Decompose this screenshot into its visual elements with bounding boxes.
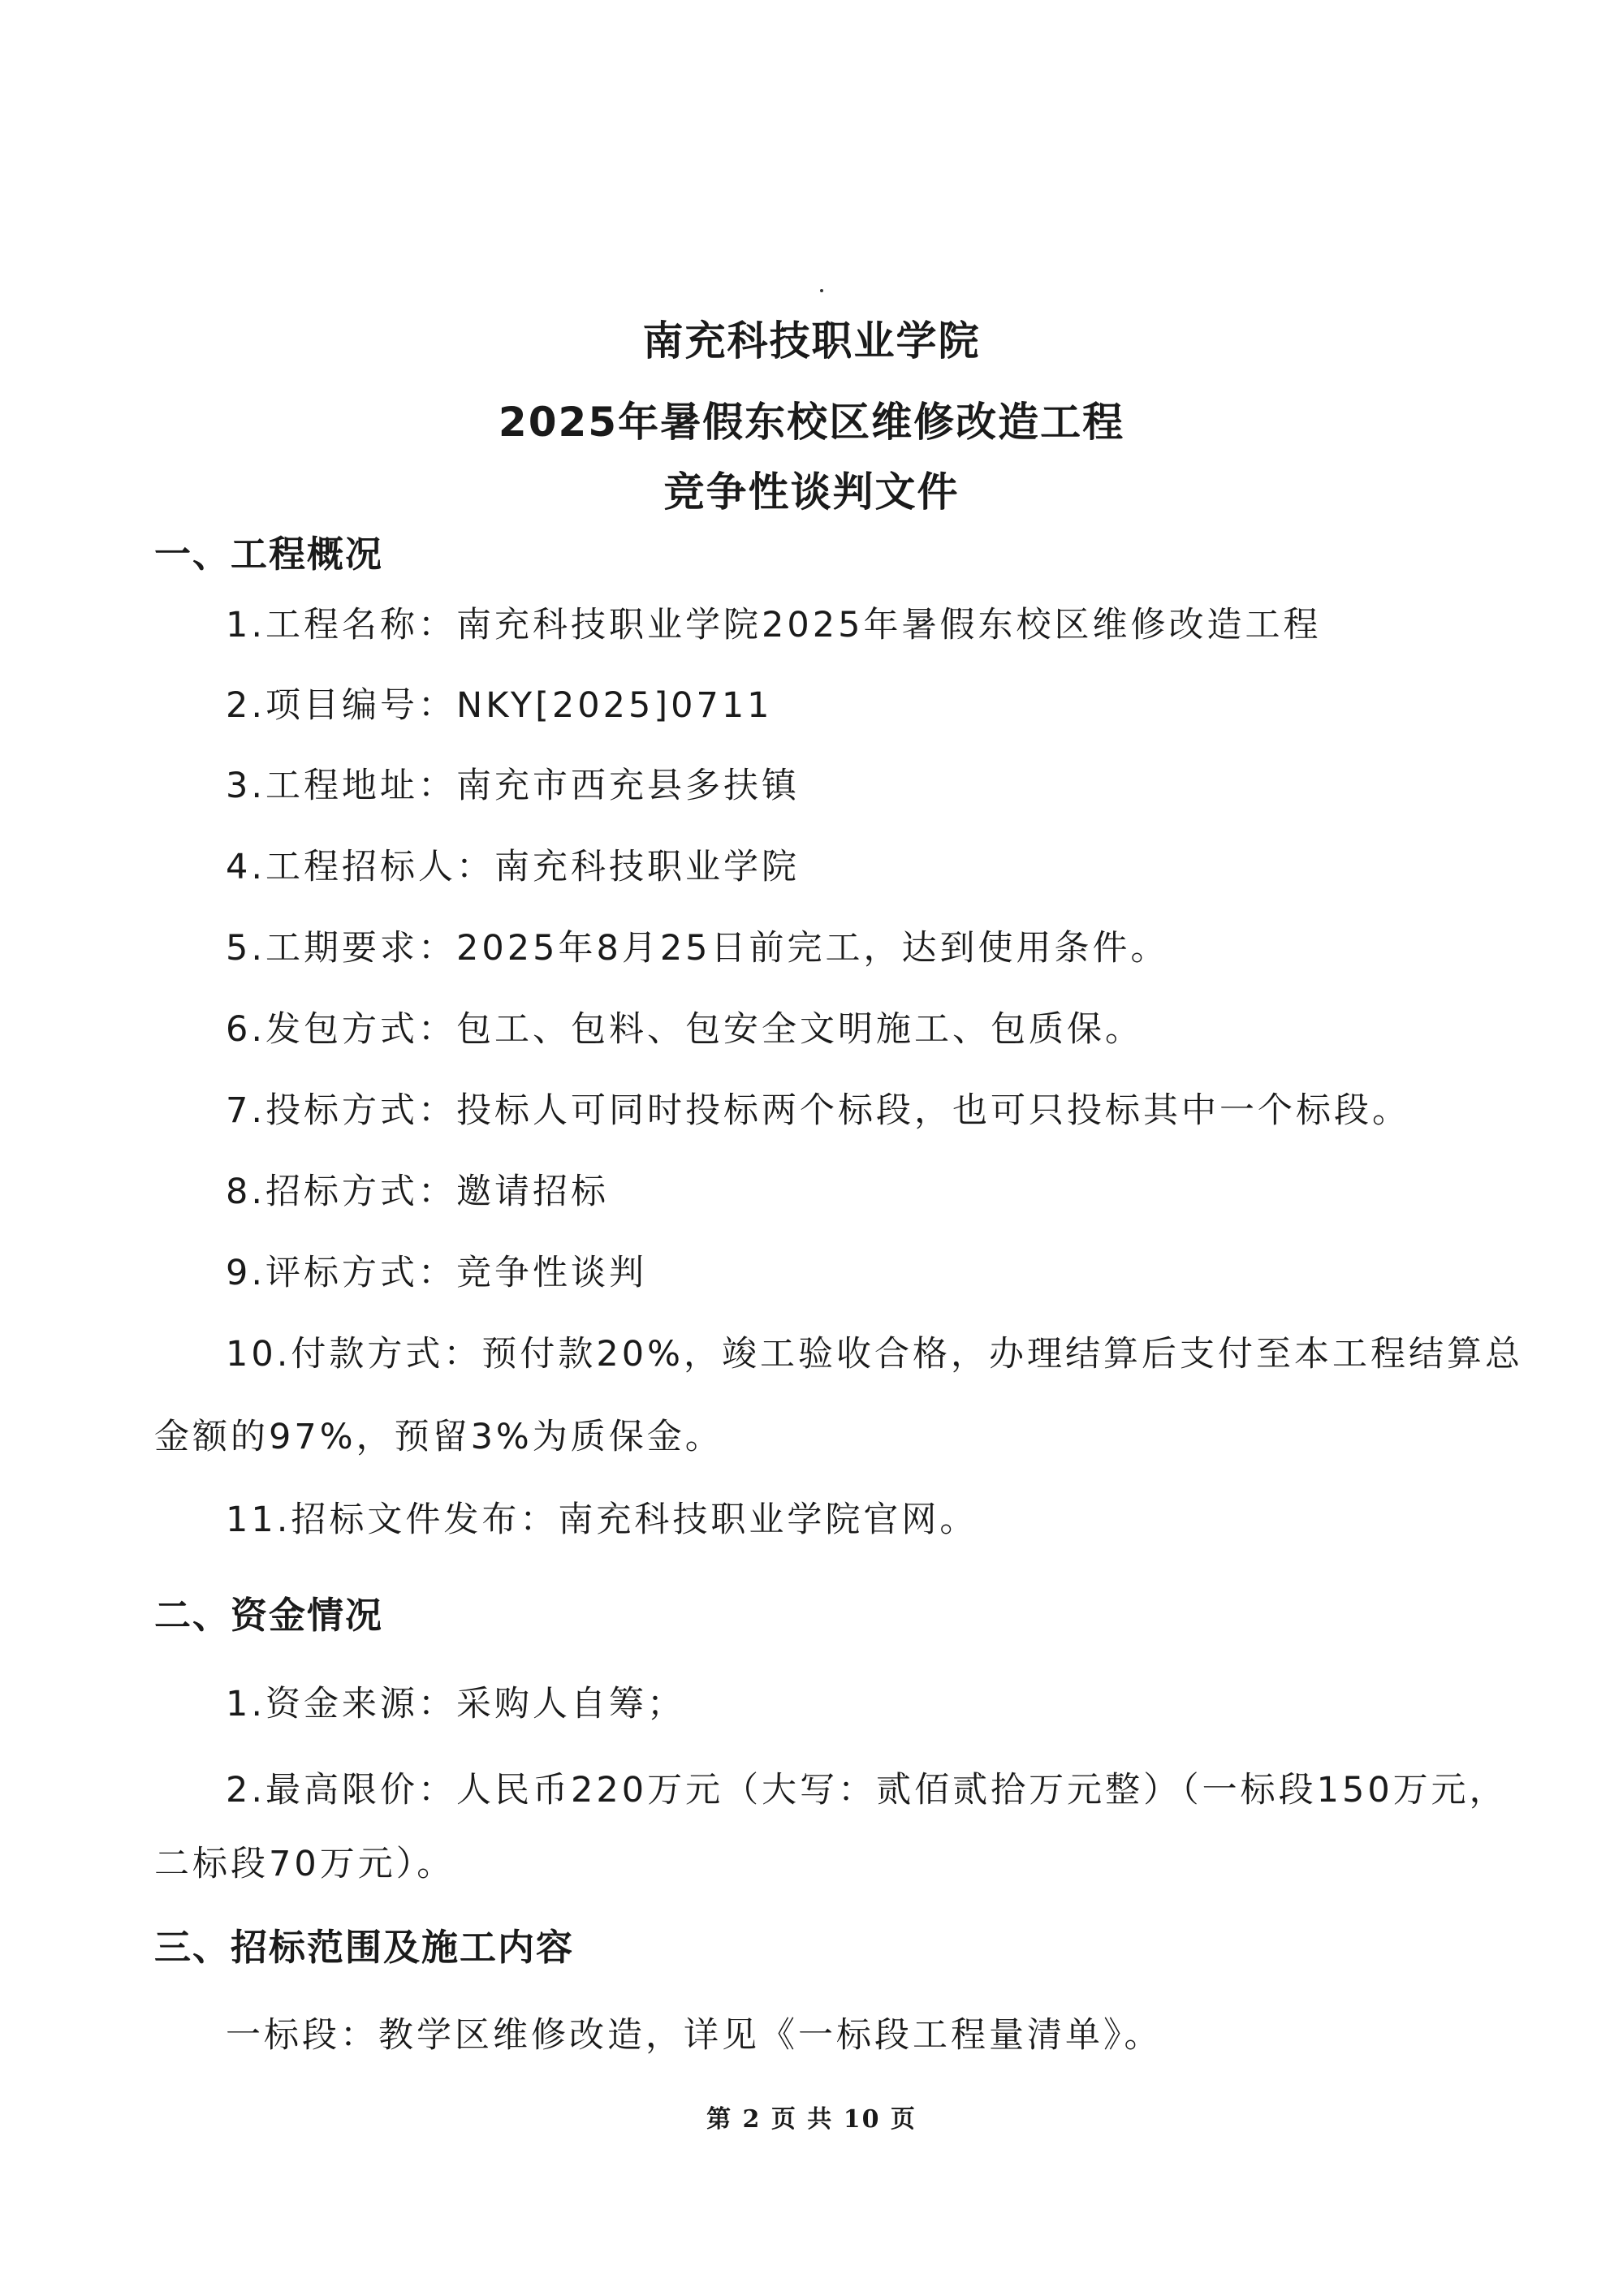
list-item: 7.投标方式：投标人可同时投标两个标段，也可只投标其中一个标段。 [226, 1090, 1411, 1131]
funding-source: 1.资金来源：采购人自筹； [226, 1684, 686, 1724]
project-title: 2025年暑假东校区维修改造工程 [498, 399, 1125, 446]
section-heading-overview: 一、工程概况 [154, 533, 384, 576]
list-item: 2.项目编号：NKY[2025]0711 [226, 685, 773, 726]
list-item: 3.工程地址：南充市西充县多扶镇 [226, 766, 801, 806]
school-title: 南充科技职业学院 [642, 317, 981, 365]
section-heading-funding: 二、资金情况 [154, 1594, 384, 1637]
price-limit-line1: 2.最高限价：人民币220万元（大写：贰佰贰拾万元整）（一标段150万元， [226, 1770, 1508, 1810]
list-item: 5.工期要求：2025年8月25日前完工，达到使用条件。 [226, 928, 1169, 969]
price-limit-line2: 二标段70万元）。 [154, 1844, 455, 1884]
list-item: 6.发包方式：包工、包料、包安全文明施工、包质保。 [226, 1009, 1144, 1050]
page-number: 第 2 页 共 10 页 [706, 2105, 917, 2134]
document-type-title: 竞争性谈判文件 [663, 468, 960, 516]
list-item: 8.招标方式：邀请招标 [226, 1172, 610, 1212]
scan-speck [820, 289, 823, 292]
tender-publication: 11.招标文件发布：南充科技职业学院官网。 [226, 1500, 978, 1540]
list-item: 4.工程招标人：南充科技职业学院 [226, 847, 801, 887]
list-item: 9.评标方式：竞争性谈判 [226, 1253, 648, 1293]
list-item: 1.工程名称：南充科技职业学院2025年暑假东校区维修改造工程 [226, 605, 1322, 645]
payment-method-line1: 10.付款方式：预付款20%，竣工验收合格，办理结算后支付至本工程结算总 [226, 1334, 1523, 1375]
lot-one-scope: 一标段：教学区维修改造，详见《一标段工程量清单》。 [226, 2015, 1163, 2056]
payment-method-line2: 金额的97%，预留3%为质保金。 [154, 1417, 723, 1457]
section-heading-scope: 三、招标范围及施工内容 [154, 1926, 575, 1969]
